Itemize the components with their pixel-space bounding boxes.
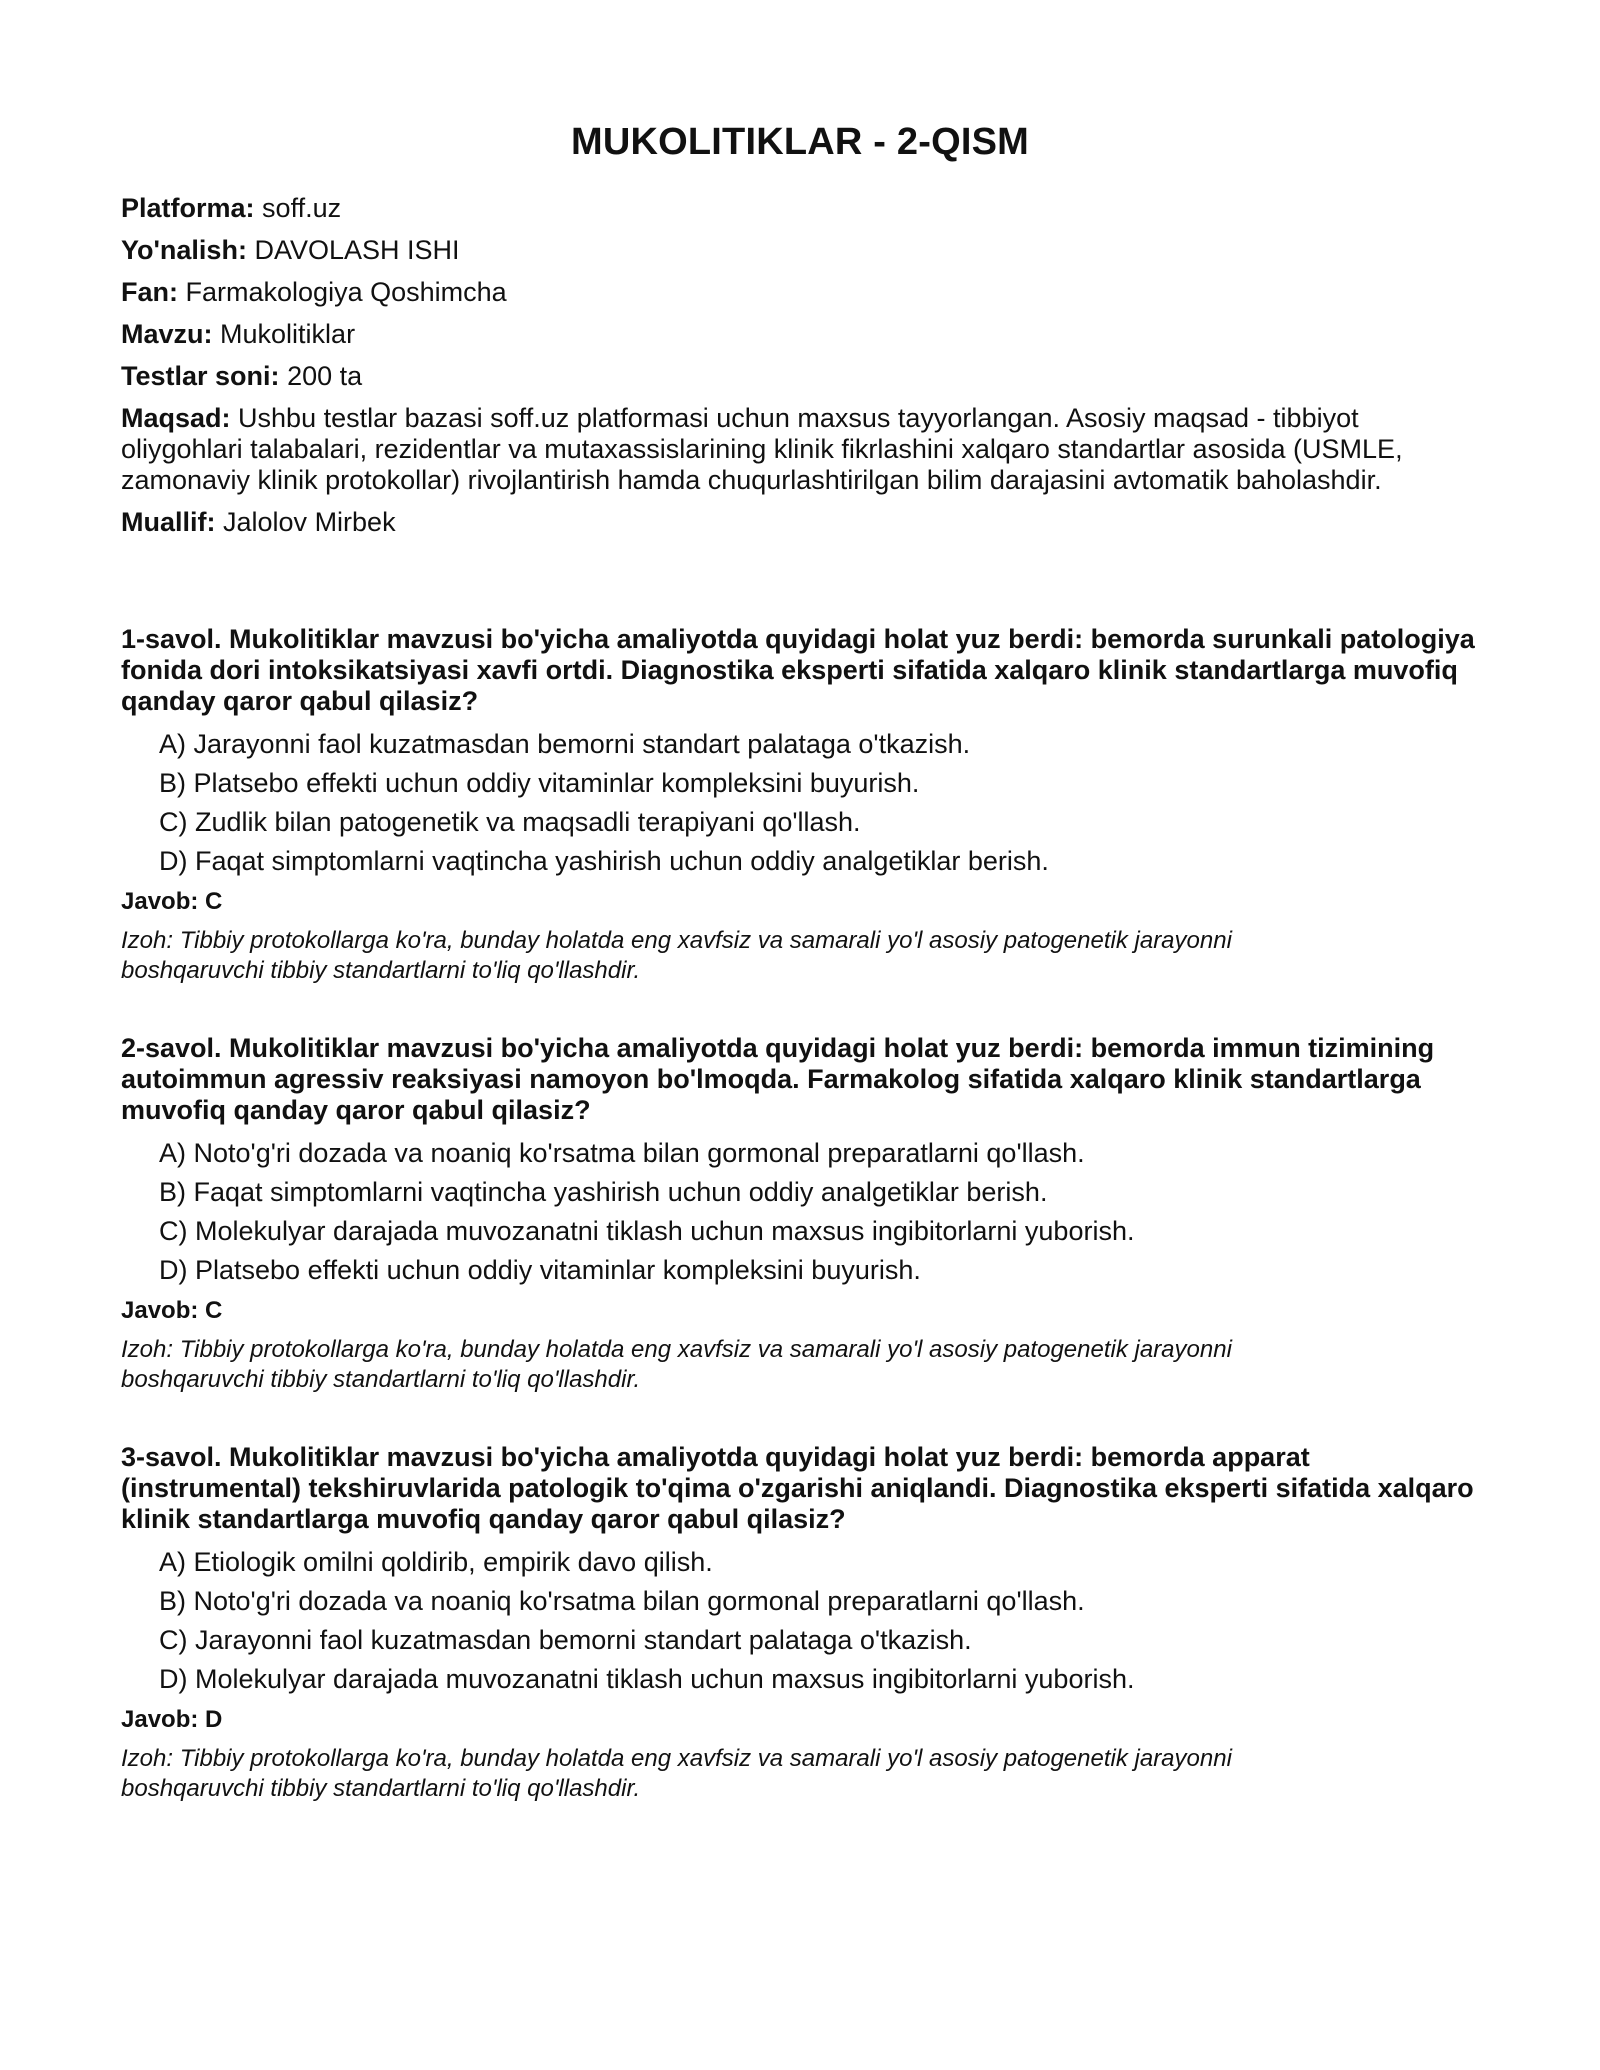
meta-direction-value: DAVOLASH ISHI [254,234,460,265]
question-text: 1-savol. Mukolitiklar mavzusi bo'yicha amaliyotda quyidagi holat yuz berdi: bemorda surunkali patologiya fonida dori intoksikatsiyasi xavfi ortdi. Diagnostika eksperti sifatida xalqaro klinik standartlarga muvofiq qanday qaror qabul qilasiz? [121,623,1475,716]
meta-topic-label: Mavzu: [121,318,213,349]
option-a: A) Etiologik omilni qoldirib, empirik davo qilish. [159,1546,713,1577]
option-a: A) Jarayonni faol kuzatmasdan bemorni standart palataga o'tkazish. [159,728,971,759]
option-d: D) Platsebo effekti uchun oddiy vitaminlar kompleksini buyurish. [159,1254,921,1285]
meta-platform-value: soff.uz [262,192,342,223]
meta-topic-value: Mukolitiklar [220,318,356,349]
option-b: B) Platsebo effekti uchun oddiy vitaminlar kompleksini buyurish. [159,767,920,798]
meta-direction [121,235,1480,266]
option-c: C) Zudlik bilan patogenetik va maqsadli terapiyani qo'llash. [159,806,861,837]
option-c: C) Molekulyar darajada muvozanatni tiklash uchun maxsus ingibitorlarni yuborish. [159,1215,1135,1246]
explanation-note: Izoh: Tibbiy protokollarga ko'ra, bunday holatda eng xavfsiz va samarali yo'l asosiy patogenetik jarayonni boshqaruvchi tibbiy standartlarni to'liq qo'llashdir. [121,926,1232,984]
option-b: B) Noto'g'ri dozada va noaniq ko'rsatma bilan gormonal preparatlarni qo'llash. [159,1585,1085,1616]
meta-author-label: Muallif: [121,506,216,537]
explanation-note: Izoh: Tibbiy protokollarga ko'ra, bunday holatda eng xavfsiz va samarali yo'l asosiy patogenetik jarayonni boshqaruvchi tibbiy standartlarni to'liq qo'llashdir. [121,1335,1232,1393]
meta-platform [121,193,1480,224]
option-c: C) Jarayonni faol kuzatmasdan bemorni standart palataga o'tkazish. [159,1624,972,1655]
question-1 [121,624,1480,986]
meta-topic [121,319,1480,350]
option-list [159,1138,1480,1286]
question-text: 3-savol. Mukolitiklar mavzusi bo'yicha amaliyotda quyidagi holat yuz berdi: bemorda apparat (instrumental) tekshiruvlarida patologik to'qima o'zgarishi aniqlandi. Diagnostika eksperti sifatida xalqaro klinik standartlarga muvofiq qanday qaror qabul qilasiz? [121,1441,1474,1534]
answer-line: Javob: C [121,1296,223,1324]
answer-line: Javob: D [121,1705,223,1733]
option-a: A) Noto'g'ri dozada va noaniq ko'rsatma bilan gormonal preparatlarni qo'llash. [159,1137,1085,1168]
option-list [159,1547,1480,1695]
meta-subject [121,277,1480,308]
meta-goal [121,403,1461,496]
question-2 [121,1033,1480,1395]
document-title: MUKOLITIKLAR - 2-QISM [570,121,1030,163]
meta-count-label: Testlar soni: [121,360,280,391]
option-b: B) Faqat simptomlarni vaqtincha yashirish uchun oddiy analgetiklar berish. [159,1176,1048,1207]
meta-goal-value: Ushbu testlar bazasi soff.uz platformasi uchun maxsus tayyorlangan. Asosiy maqsad - tibbiyot oliygohlari talabalari, rezidentlar va mutaxassislarining klinik fikrlashini xalqaro standartlar asosida (USMLE, zamonaviy klinik protokollar) rivojlantirish hamda chuqurlashtirilgan bilim darajasini avtomatik baholashdir. [121,402,1403,495]
meta-direction-label: Yo'nalish: [121,234,247,265]
meta-subject-value: Farmakologiya Qoshimcha [185,276,507,307]
option-list [159,729,1480,877]
meta-platform-label: Platforma: [121,192,255,223]
question-list [121,624,1480,1804]
meta-count-value: 200 ta [287,360,363,391]
meta-subject-label: Fan: [121,276,178,307]
answer-line: Javob: C [121,887,223,915]
meta-author-value: Jalolov Mirbek [223,506,396,537]
document-meta [121,193,1480,538]
explanation-note: Izoh: Tibbiy protokollarga ko'ra, bunday holatda eng xavfsiz va samarali yo'l asosiy patogenetik jarayonni boshqaruvchi tibbiy standartlarni to'liq qo'llashdir. [121,1744,1232,1802]
meta-author [121,507,1480,538]
question-text: 2-savol. Mukolitiklar mavzusi bo'yicha amaliyotda quyidagi holat yuz berdi: bemorda immun tizimining autoimmun agressiv reaksiyasi namoyon bo'lmoqda. Farmakolog sifatida xalqaro klinik standartlarga muvofiq qanday qaror qabul qilasiz? [121,1032,1435,1125]
meta-count [121,361,1480,392]
question-3 [121,1442,1480,1804]
option-d: D) Molekulyar darajada muvozanatni tiklash uchun maxsus ingibitorlarni yuborish. [159,1663,1135,1694]
meta-goal-label: Maqsad: [121,402,231,433]
option-d: D) Faqat simptomlarni vaqtincha yashirish uchun oddiy analgetiklar berish. [159,845,1049,876]
